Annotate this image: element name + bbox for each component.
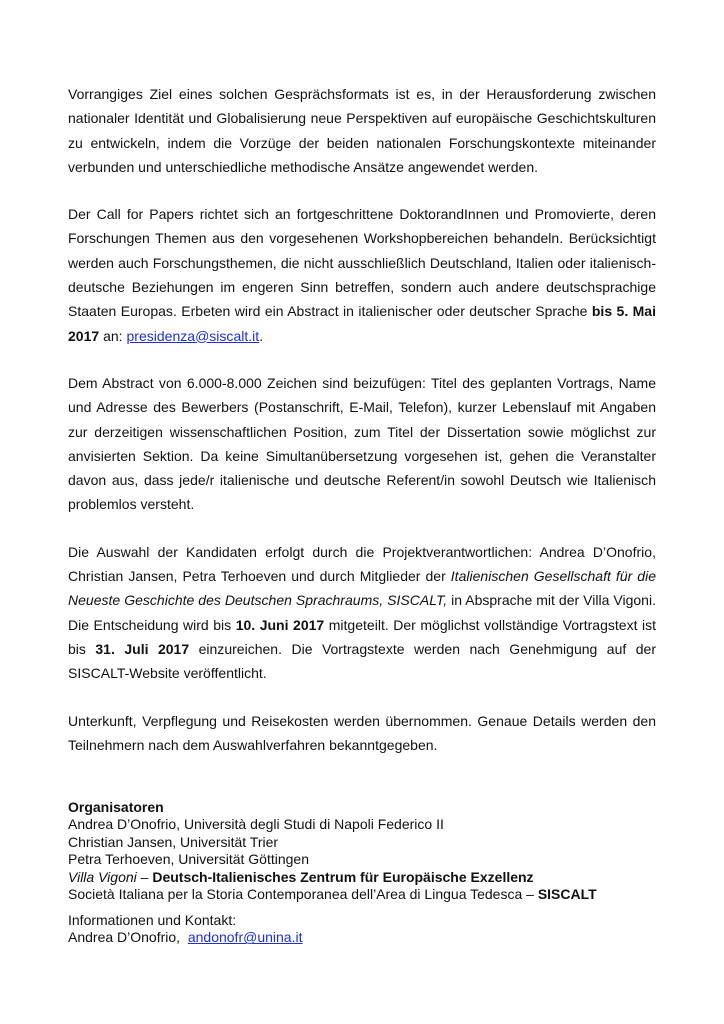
- paragraph-accommodation: Unterkunft, Verpflegung und Reisekosten werden übernommen. Genaue Details werden den Teilnehmern nach dem Auswahlverfahren bekanntgegeben.: [68, 712, 656, 753]
- cfp-deadline: bis 5. Mai 2017: [68, 303, 656, 344]
- cfp-end: .: [259, 327, 264, 344]
- organiser-line: Andrea D’Onofrio, Università degli Studi di Napoli Federico II: [68, 816, 444, 833]
- cfp-to: an:: [99, 327, 127, 344]
- organiser-separator: –: [136, 868, 153, 885]
- selection-text-c: mitgeteilt. Der möglichst vollständige Vortragstext ist bis: [68, 616, 657, 657]
- contact-label: Informationen und Kontakt:: [68, 912, 237, 928]
- paragraph-goal: Vorrangiges Ziel eines solchen Gesprächsformats ist es, in der Herausforderung zwischen nationaler Identität und Globalisierung neue Perspektiven auf europäische Geschichtskulturen zu entwickeln, indem die Vorzüge der beiden nationalen Forschungskontexte miteinander verbunden und unterschiedliche methodische Ansätze angewendet werden.: [68, 86, 656, 175]
- body-text: [68, 82, 656, 780]
- paragraph-selection: [68, 540, 656, 686]
- organisers-heading: Organisatoren: [68, 799, 164, 815]
- cfp-text: Der Call for Papers richtet sich an fortgeschrittene DoktorandInnen und Promovierte, deren Forschungen Themen aus den vorgesehenen Workshopbereichen behandeln. Berücksichtigt werden auch Forschungsthemen, die nicht ausschließlich Deutschland, Italien oder italienisch-deutsche Beziehungen im engeren Sinn betreffen, sondern auch andere deutschsprachige Staaten Europas. Erbeten wird ein Abstract in italienischer oder deutscher Sprache: [68, 206, 656, 320]
- selection-society-name: Italienischen Gesellschaft für die Neueste Geschichte des Deutschen Sprachraums, SISCALT,: [68, 568, 657, 609]
- siscalt-acronym: SISCALT: [537, 886, 597, 903]
- contact-line: [68, 929, 302, 946]
- contact-name: Andrea D’Onofrio,: [68, 929, 188, 946]
- organisers-block: [68, 799, 597, 903]
- paragraph-call-for-papers: [68, 202, 656, 348]
- organiser-line: Petra Terhoeven, Universität Göttingen: [68, 851, 309, 868]
- selection-text-b: in Absprache mit der Villa Vigoni. Die Entscheidung wird bis: [68, 592, 656, 633]
- cfp-email-link[interactable]: presidenza@siscalt.it: [126, 327, 260, 344]
- paragraph-abstract-requirements: Dem Abstract von 6.000-8.000 Zeichen sind beizufügen: Titel des geplanten Vortrags, Name und Adresse des Bewerbers (Postanschrift, E-Mail, Telefon), kurzer Lebenslauf mit Angaben zur derzeitigen wissenschaftlichen Position, zum Titel der Dissertation sowie möglichst zur anvisierten Sektion. Da keine Simultanübersetzung vorgesehen ist, gehen die Veranstalter davon aus, dass jede/r italienische und deutsche Referent/in sowohl Deutsch wie Italienisch problemlos versteht.: [68, 374, 656, 513]
- siscalt-fullname: Società Italiana per la Storia Contemporanea dell’Area di Lingua Tedesca –: [68, 886, 538, 903]
- selection-submission-date: 31. Juli 2017: [95, 640, 190, 657]
- organiser-line: [68, 886, 597, 903]
- contact-email-link[interactable]: andonofr@unina.it: [187, 929, 303, 946]
- selection-decision-date: 10. Juni 2017: [235, 616, 325, 633]
- villa-vigoni-centre: Deutsch-Italienisches Zentrum für Europäische Exzellenz: [152, 868, 534, 885]
- selection-text-d: einzureichen. Die Vortragstexte werden nach Genehmigung auf der SISCALT-Website veröffentlicht.: [68, 640, 657, 682]
- contact-block: [68, 912, 302, 947]
- organiser-line: Christian Jansen, Universität Trier: [68, 833, 279, 850]
- villa-vigoni-name: Villa Vigoni: [68, 868, 137, 885]
- organiser-line: [68, 869, 597, 886]
- selection-text-a: Die Auswahl der Kandidaten erfolgt durch die Projektverantwortlichen: Andrea D’Onofrio, Christian Jansen, Petra Terhoeven und durch Mitglieder der: [68, 543, 656, 585]
